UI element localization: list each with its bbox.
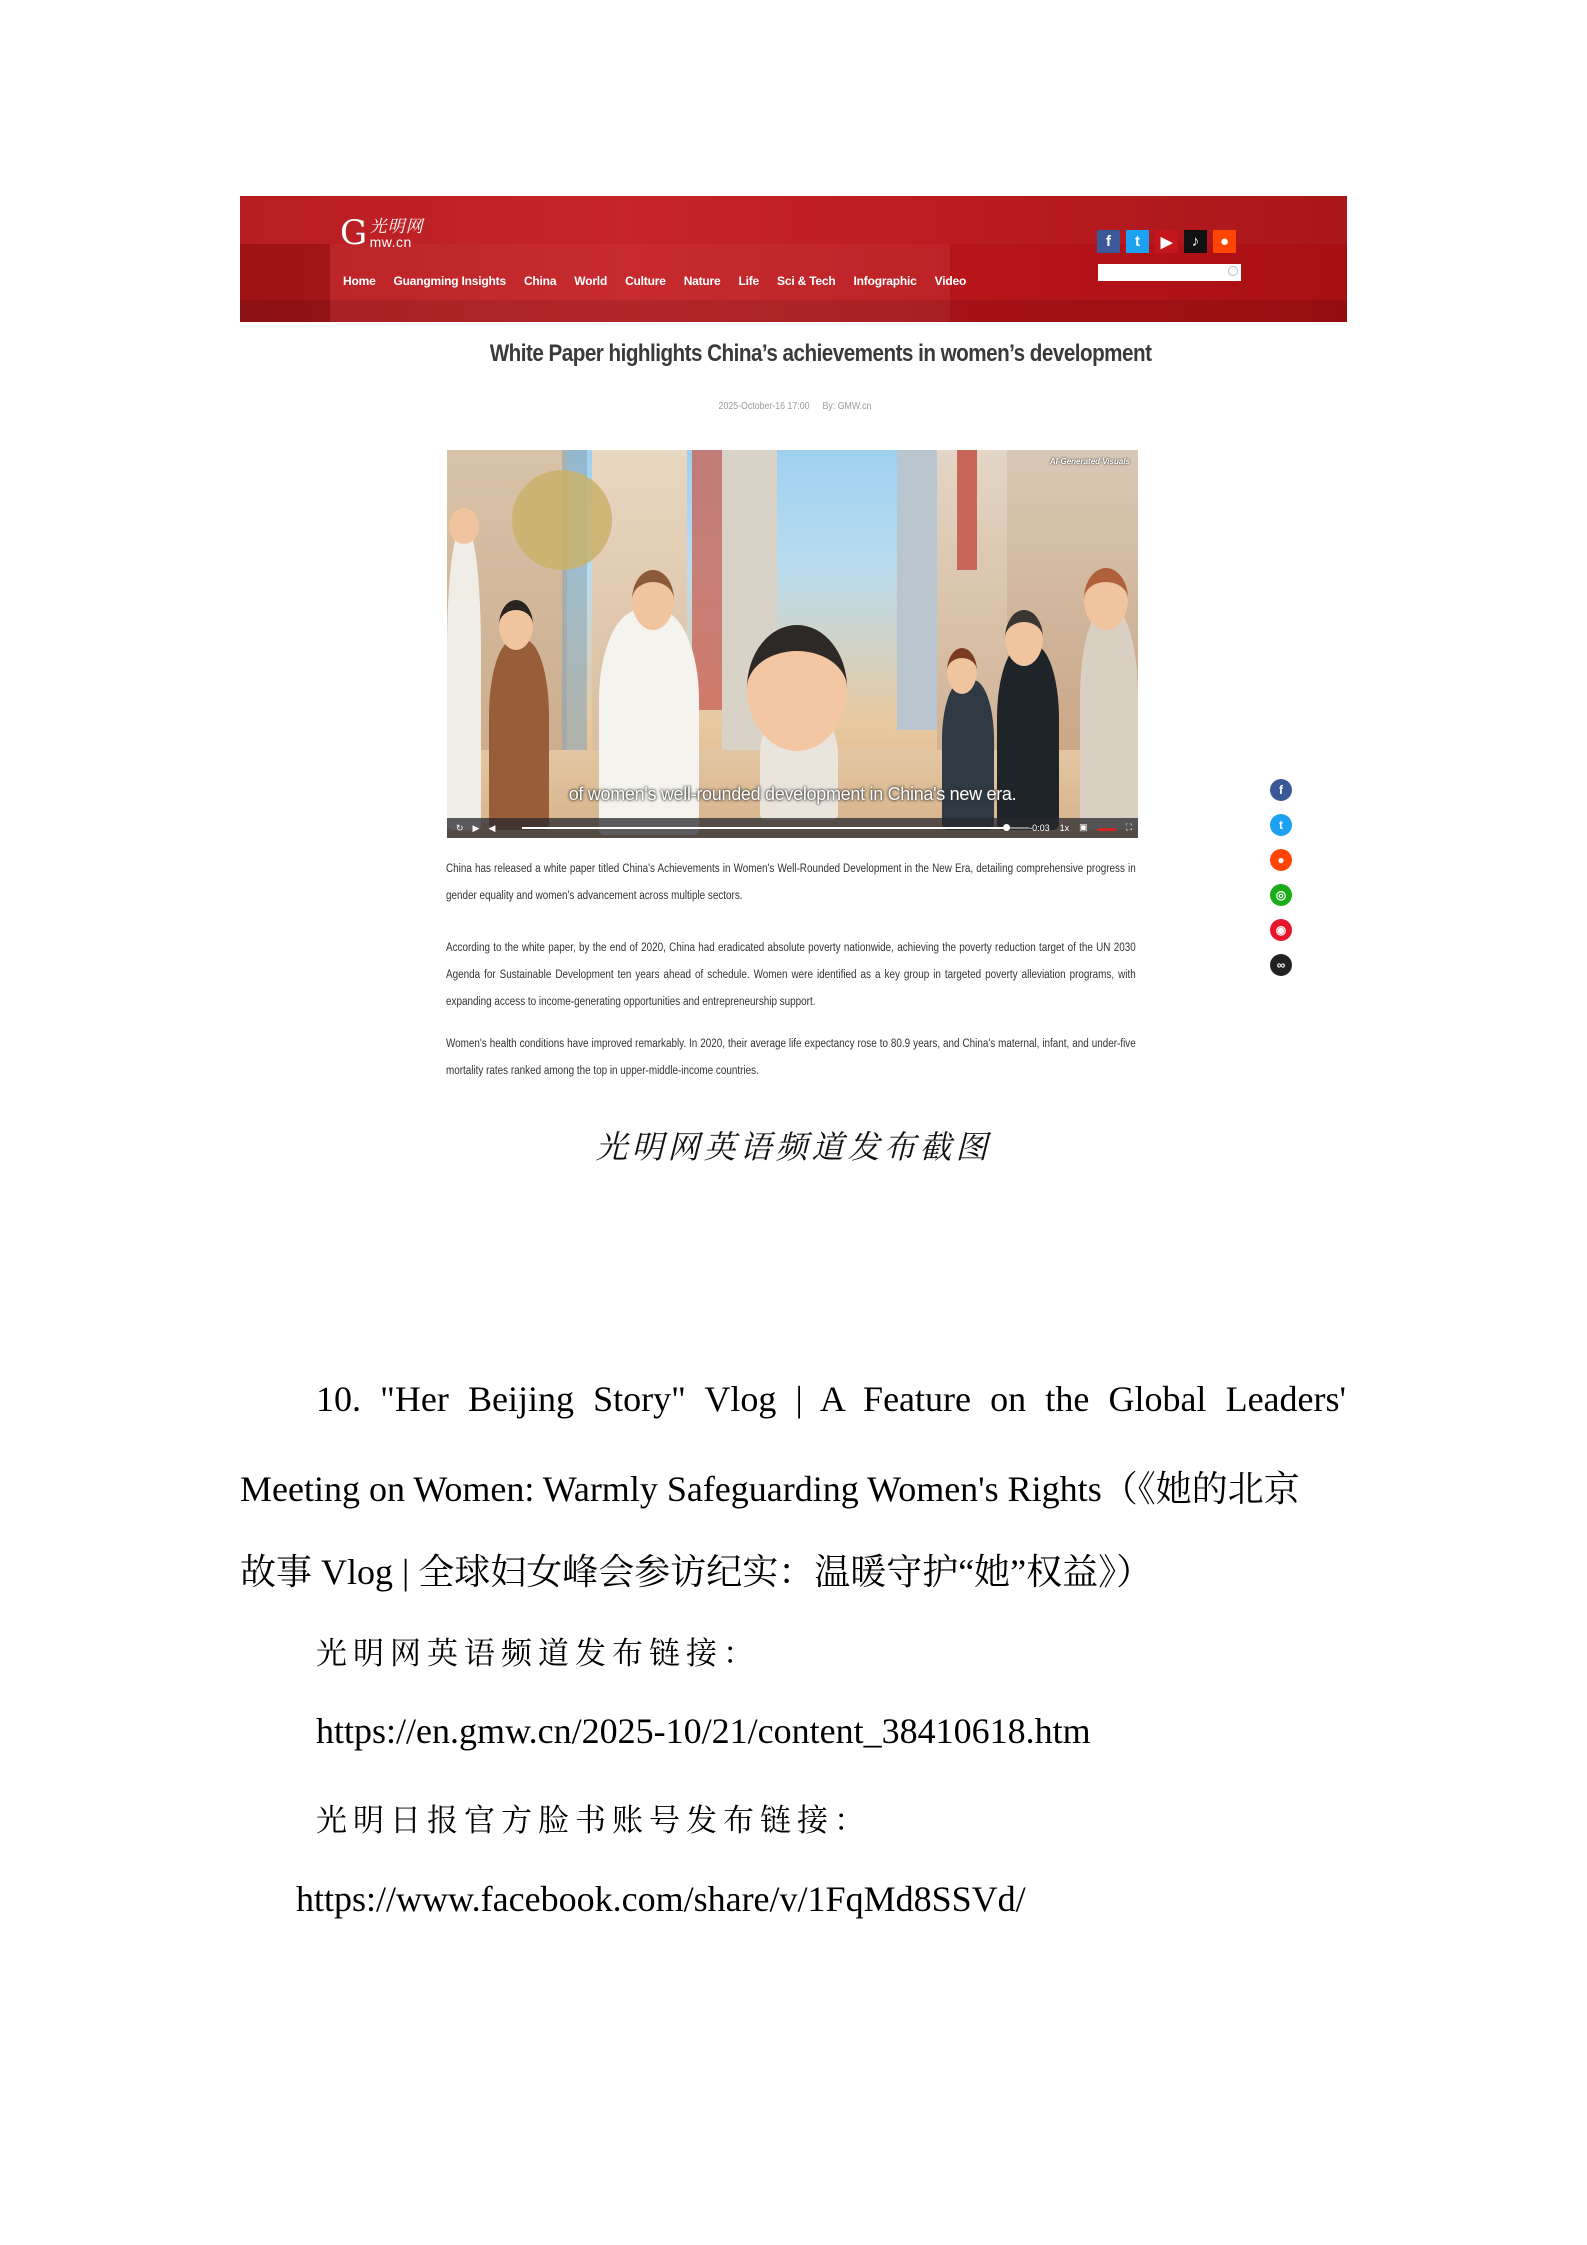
facebook-link-label: 光明日报官方脸书账号发布链接： (316, 1803, 871, 1839)
item-heading-line-2: Meeting on Women: Warmly Safeguarding Women's Rights（《她的北京 (240, 1469, 1300, 1509)
nav-world[interactable]: World (574, 274, 608, 288)
video-controls (447, 818, 1138, 838)
progress-knob[interactable] (1003, 824, 1010, 831)
logo-g: G (340, 213, 368, 253)
nav-life[interactable]: Life (738, 274, 760, 288)
nav-china[interactable]: China (523, 274, 557, 288)
article-meta (483, 401, 1108, 412)
replay-icon[interactable]: ↻ (456, 822, 464, 833)
search-input[interactable] (1098, 264, 1241, 281)
item-heading-line-3: 故事 Vlog | 全球妇女峰会参访纪实：温暖守护“她”权益》） (240, 1552, 1153, 1592)
video-progress-bar[interactable] (522, 827, 1007, 829)
reddit-icon[interactable]: ● (1213, 230, 1236, 253)
article-paragraph: According to the white paper, by the end of 2020, China had eradicated absolute poverty nationwide, achieving the poverty reduction target of the UN 2030 Agenda for Sustainable Development ten years ahead of schedule. Women were identified as a key group in targeted poverty alleviation programs, with expanding access to income-generating opportunities and entrepreneurship support. (446, 942, 1136, 1008)
nav-nature[interactable]: Nature (683, 274, 721, 288)
nav-sci-tech[interactable]: Sci & Tech (777, 274, 836, 288)
facebook-icon[interactable]: f (1097, 230, 1120, 253)
playback-speed-button[interactable]: 1x (1059, 822, 1070, 833)
share-weibo-icon[interactable]: ◉ (1270, 919, 1292, 941)
figure-caption: 光明网英语频道发布截图 (595, 1128, 992, 1166)
gmw-link-url[interactable]: https://en.gmw.cn/2025-10/21/content_38410618.htm (316, 1711, 1091, 1751)
copy-link-icon[interactable]: ∞ (1270, 954, 1292, 976)
article-paragraph: Women's health conditions have improved remarkably. In 2020, their average life expectancy rose to 80.9 years, and China's maternal, infant, and under-five mortality rates ranked among the top in upper-middle-income countries. (446, 1038, 1136, 1077)
item-heading-line-1: 10. "Her Beijing Story" Vlog | A Feature on the Global Leaders' (316, 1379, 1346, 1419)
ai-generated-badge: AI-Generated Visuals (1049, 457, 1130, 466)
nav-infographic[interactable]: Infographic (853, 274, 917, 288)
article-paragraph: China has released a white paper titled China's Achievements in Women's Well-Rounded Development in the New Era, detailing comprehensive progress in gender equality and women's advancement across multiple sectors. (446, 863, 1136, 902)
article-title: White Paper highlights China’s achievements in women’s development (489, 340, 1152, 367)
twitter-icon[interactable]: t (1126, 230, 1149, 253)
article-date: 2025-October-16 17:00 (718, 401, 810, 412)
share-wechat-icon[interactable]: ◎ (1270, 884, 1292, 906)
logo-domain: mw.cn (369, 234, 412, 250)
nav-culture[interactable]: Culture (625, 274, 666, 288)
site-logo[interactable] (340, 213, 424, 253)
share-reddit-icon[interactable]: ● (1270, 849, 1292, 871)
play-icon[interactable]: ▶ (472, 822, 480, 833)
nav-video[interactable]: Video (934, 274, 967, 288)
tiktok-icon[interactable]: ♪ (1184, 230, 1207, 253)
fullscreen-icon[interactable]: ⛶ (1125, 822, 1132, 832)
facebook-link-url[interactable]: https://www.facebook.com/share/v/1FqMd8SSVd/ (296, 1879, 1026, 1919)
time-remaining: -0:03 (1029, 822, 1050, 833)
volume-icon[interactable]: ◀ (488, 822, 496, 833)
youtube-icon[interactable]: ▶ (1155, 230, 1178, 253)
search-icon[interactable] (1228, 266, 1238, 276)
picture-in-picture-icon[interactable]: ▣ (1079, 822, 1088, 832)
article-byline: By: GMW.cn (822, 401, 872, 412)
video-subtitle: of women's well-rounded development in China's new era. (568, 784, 1017, 804)
share-twitter-icon[interactable]: t (1270, 814, 1292, 836)
nav-guangming-insights[interactable]: Guangming Insights (393, 274, 506, 288)
quality-icon[interactable]: ▬▬ (1097, 822, 1116, 833)
video-player[interactable] (447, 450, 1138, 838)
share-rail (1270, 779, 1292, 976)
social-links-header (1097, 230, 1236, 253)
share-facebook-icon[interactable]: f (1270, 779, 1292, 801)
site-header (240, 196, 1347, 322)
nav-home[interactable]: Home (343, 274, 376, 288)
gmw-link-label: 光明网英语频道发布链接： (316, 1636, 760, 1672)
main-nav (343, 274, 984, 288)
logo-chinese: 光明网 (369, 217, 424, 237)
